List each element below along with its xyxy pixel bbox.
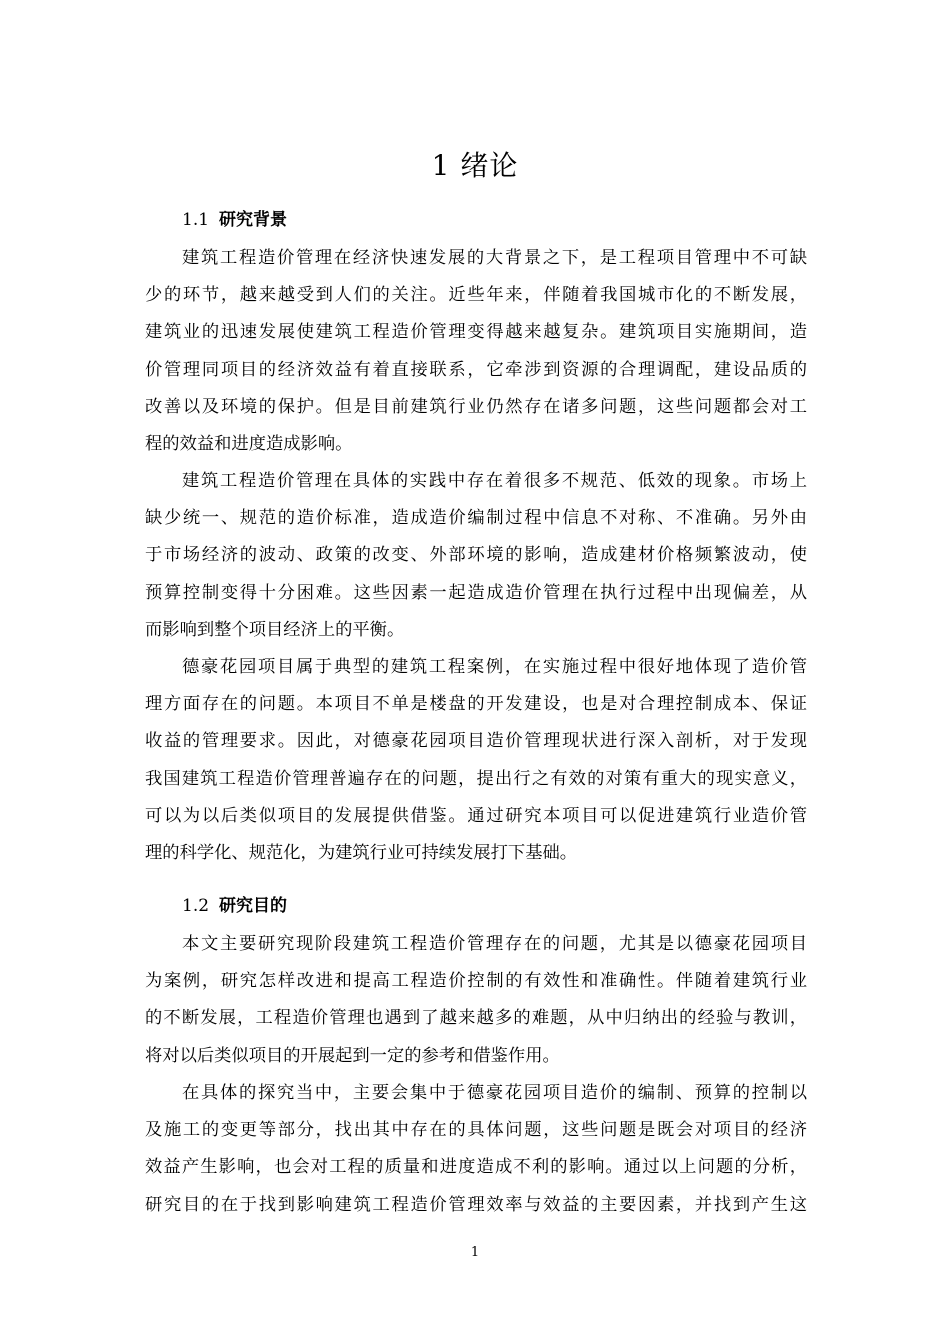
text-line: 预算控制变得十分困难。这些因素一起造成造价管理在执行过程中出现偏差，从 — [145, 582, 807, 603]
section-heading-1-1 — [182, 208, 287, 232]
text-line: 建筑工程造价管理在具体的实践中存在着很多不规范、低效的现象。市场上 — [182, 471, 807, 491]
paragraph — [145, 1075, 807, 1224]
page-number: 1 — [470, 1245, 480, 1260]
text-line: 于市场经济的波动、政策的改变、外部环境的影响，造成建材价格频繁波动，使 — [145, 545, 807, 566]
text-line: 建筑工程造价管理在经济快速发展的大背景之下，是工程项目管理中不可缺 — [182, 248, 807, 268]
paragraph — [145, 649, 807, 872]
text-line: 而影响到整个项目经济上的平衡。 — [145, 619, 405, 640]
text-line: 收益的管理要求。因此，对德豪花园项目造价管理现状进行深入剖析，对于发现 — [145, 731, 807, 752]
text-line: 价管理同项目的经济效益有着直接联系，它牵涉到资源的合理调配，建设品质的 — [145, 359, 807, 380]
text-line: 本文主要研究现阶段建筑工程造价管理存在的问题，尤其是以德豪花园项目 — [182, 934, 807, 954]
chapter-title: 1 绪论 — [431, 149, 519, 182]
section-title: 研究背景 — [219, 210, 288, 230]
text-line: 效益产生影响，也会对工程的质量和进度造成不利的影响。通过以上问题的分析， — [145, 1157, 807, 1178]
paragraph — [145, 463, 807, 649]
section-number: 1.2 — [182, 896, 210, 916]
text-line: 少的环节，越来越受到人们的关注。近些年来，伴随着我国城市化的不断发展， — [145, 285, 807, 306]
text-line: 改善以及环境的保护。但是目前建筑行业仍然存在诸多问题，这些问题都会对工 — [145, 396, 807, 417]
text-line: 可以为以后类似项目的发展提供借鉴。通过研究本项目可以促进建筑行业造价管 — [145, 805, 807, 826]
text-line: 缺少统一、规范的造价标准，造成造价编制过程中信息不对称、不准确。另外由 — [145, 508, 807, 529]
section-title: 研究目的 — [219, 896, 288, 916]
text-line: 研究目的在于找到影响建筑工程造价管理效率与效益的主要因素，并找到产生这 — [145, 1194, 807, 1215]
section-number: 1.1 — [182, 210, 210, 230]
text-line: 理的科学化、规范化，为建筑行业可持续发展打下基础。 — [145, 842, 578, 863]
paragraph — [145, 240, 807, 463]
text-line: 在具体的探究当中，主要会集中于德豪花园项目造价的编制、预算的控制以 — [182, 1083, 807, 1103]
text-line: 为案例，研究怎样改进和提高工程造价控制的有效性和准确性。伴随着建筑行业 — [145, 971, 807, 992]
text-line: 的不断发展，工程造价管理也遇到了越来越多的难题，从中归纳出的经验与教训， — [145, 1008, 807, 1029]
text-line: 德豪花园项目属于典型的建筑工程案例，在实施过程中很好地体现了造价管 — [182, 657, 807, 677]
text-line: 程的效益和进度造成影响。 — [145, 433, 353, 454]
text-line: 及施工的变更等部分，找出其中存在的具体问题，这些问题是既会对项目的经济 — [145, 1120, 807, 1141]
text-line: 建筑业的迅速发展使建筑工程造价管理变得越来越复杂。建筑项目实施期间，造 — [145, 322, 807, 343]
text-line: 理方面存在的问题。本项目不单是楼盘的开发建设，也是对合理控制成本、保证 — [145, 694, 807, 715]
text-line: 将对以后类似项目的开展起到一定的参考和借鉴作用。 — [145, 1045, 560, 1066]
text-line: 我国建筑工程造价管理普遍存在的问题，提出行之有效的对策有重大的现实意义， — [145, 768, 807, 789]
section-heading-1-2 — [182, 894, 287, 918]
paragraph — [145, 926, 807, 1075]
